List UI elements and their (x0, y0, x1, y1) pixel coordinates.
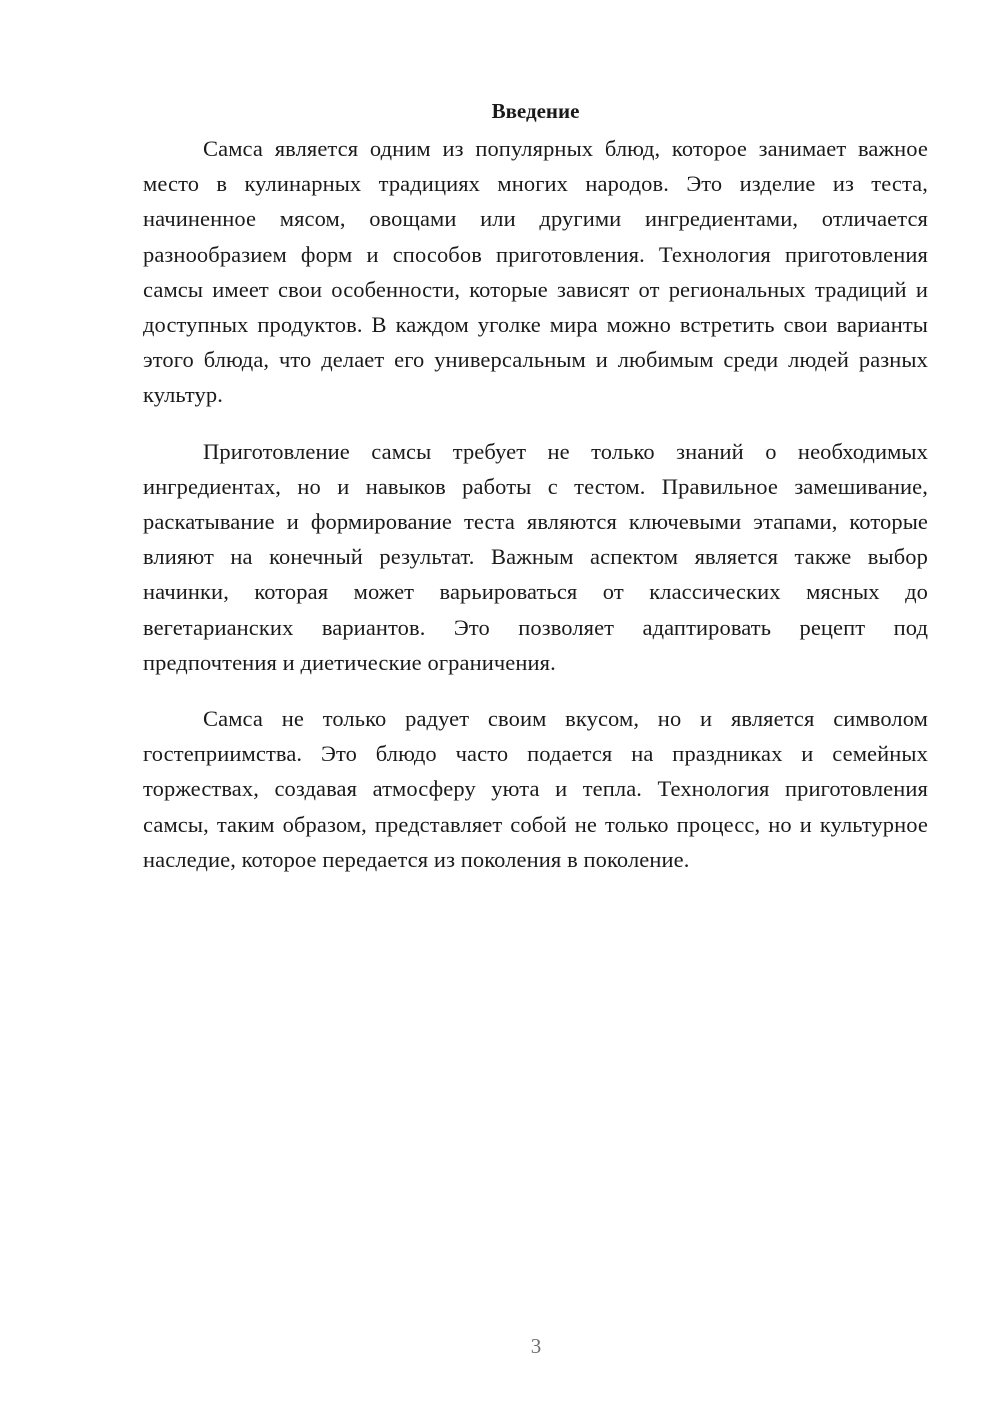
paragraph-3: Самса не только радует своим вкусом, но и является символом гостеприимства. Это блюдо часто подается на праздниках и семейных торжествах, создавая атмосферу уюта и тепла. Технология приготовления самсы, таким образом, представляет собой не только процесс, но и культурное наследие, которое передается из поколения в поколение. (143, 706, 928, 872)
paragraph-1: Самса является одним из популярных блюд, которое занимает важное место в кулинарных традициях многих народов. Это изделие из теста, начиненное мясом, овощами или другими ингредиентами, отличается разнообразием форм и способов приготовления. Технология приготовления самсы имеет свои особенности, которые зависят от региональных традиций и доступных продуктов. В каждом уголке мира можно встретить свои варианты этого блюда, что делает его универсальным и любимым среди людей разных культур. (143, 136, 928, 408)
page-number: 3 (530, 1334, 542, 1358)
page-content (143, 92, 928, 877)
section-title: Введение (491, 99, 580, 123)
paragraph-2: Приготовление самсы требует не только знаний о необходимых ингредиентах, но и навыков работы с тестом. Правильное замешивание, раскатывание и формирование теста являются ключевыми этапами, которые влияют на конечный результат. Важным аспектом является также выбор начинки, которая может варьироваться от классических мясных до вегетарианских вариантов. Это позволяет адаптировать рецепт под предпочтения и диетические ограничения. (143, 438, 928, 675)
